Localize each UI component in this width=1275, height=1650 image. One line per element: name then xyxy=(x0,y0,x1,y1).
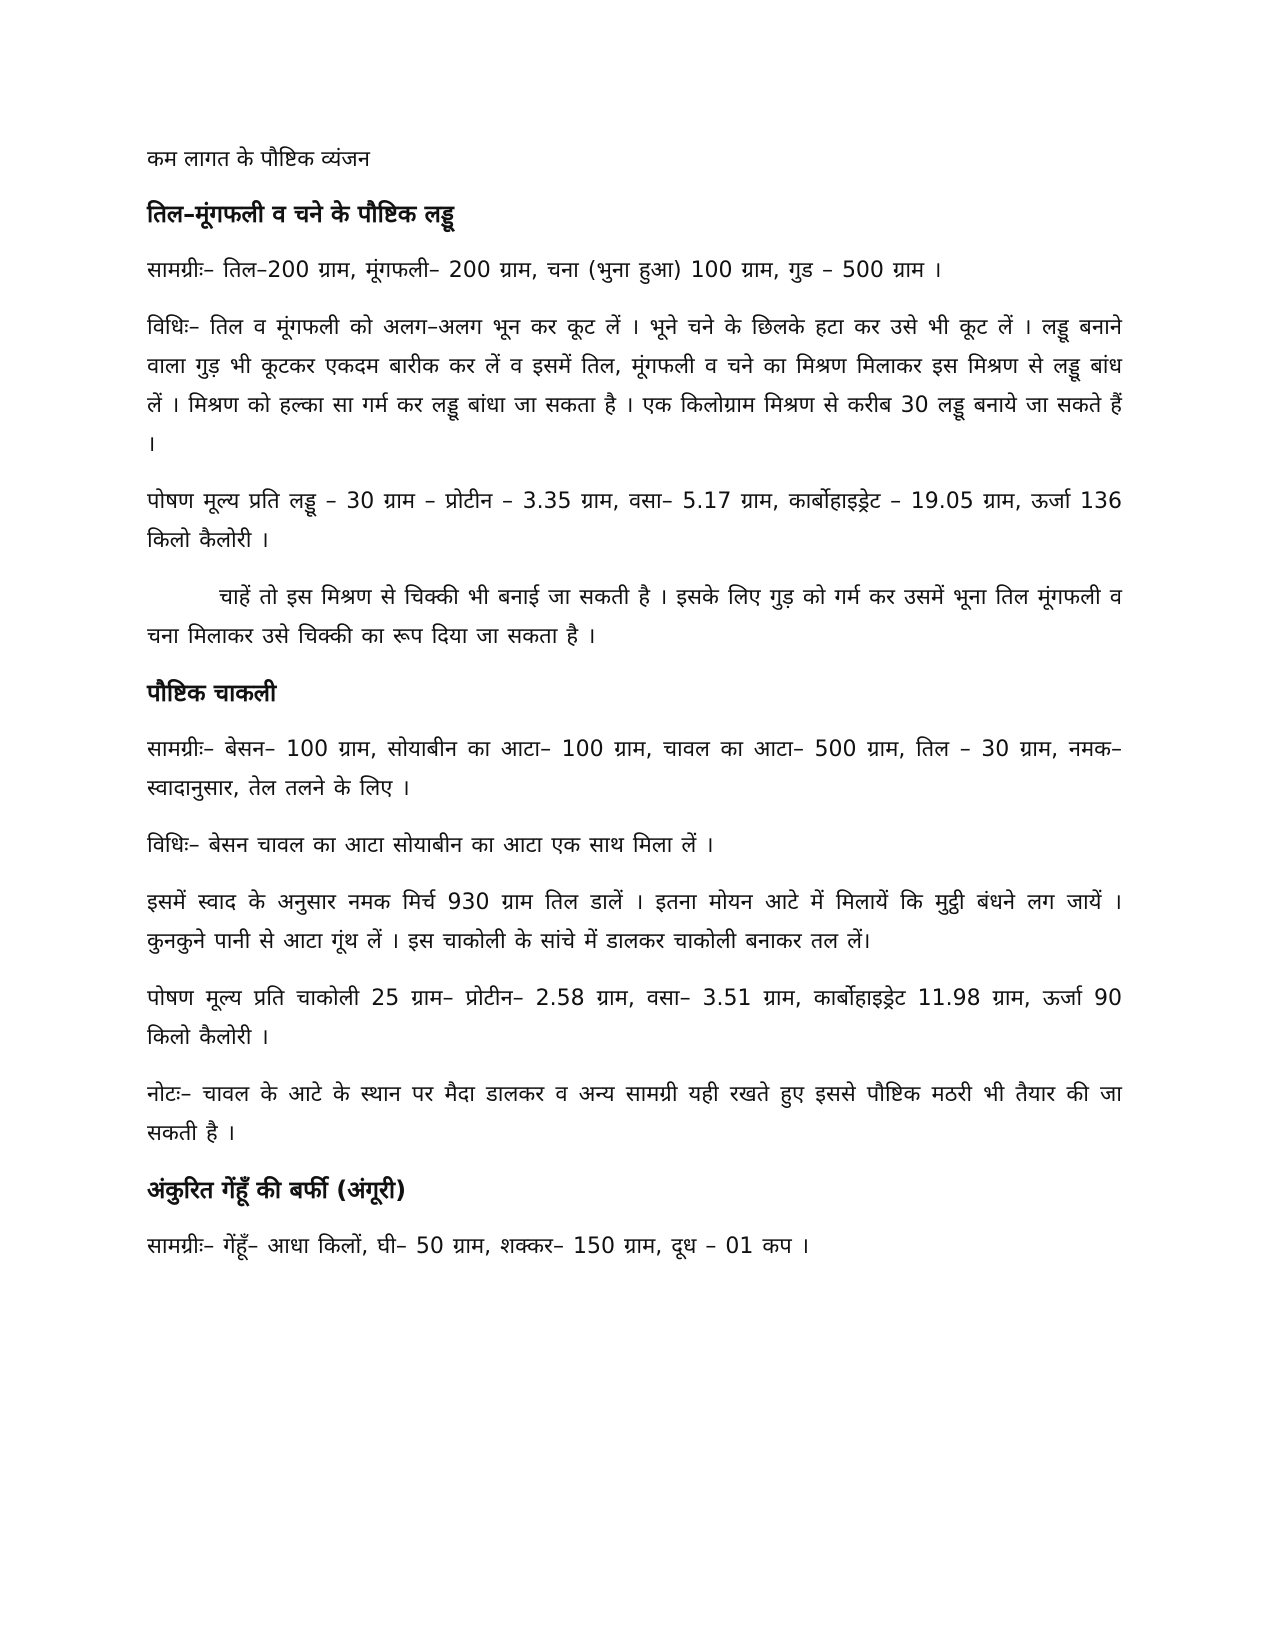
chakli-nutrition: पोषण मूल्य प्रति चाकोली 25 ग्राम– प्रोटीन– 2.58 ग्राम, वसा– 3.51 ग्राम, कार्बोहाइड्रेट 11.98 ग्राम, ऊर्जा 90 किलो कैलोरी । xyxy=(147,986,1122,1050)
laddoo-method: विधिः– तिल व मूंगफली को अलग–अलग भून कर कूट लें । भूने चने के छिलके हटा कर उसे भी कूट लें । लड्डू बनाने वाला गुड़ भी कूटकर एकदम बारीक कर लें व इसमें तिल, मूंगफली व चने का मिश्रण मिलाकर इस मिश्रण से लड्डू बांध लें । मिश्रण को हल्का सा गर्म कर लड्डू बांधा जा सकता है । एक किलोग्राम मिश्रण से करीब 30 लड्डू बनाये जा सकते हैं । xyxy=(147,315,1122,457)
chakli-method: विधिः– बेसन चावल का आटा सोयाबीन का आटा एक साथ मिला लें । xyxy=(147,833,714,858)
barfi-ingredients: सामग्रीः– गेंहूँ– आधा किलों, घी– 50 ग्राम, शक्कर– 150 ग्राम, दूध – 01 कप । xyxy=(147,1234,810,1259)
laddoo-note: चाहें तो इस मिश्रण से चिक्की भी बनाई जा सकती है । इसके लिए गुड़ को गर्म कर उसमें भूना तिल मूंगफली व चना मिलाकर उसे चिक्की का रूप दिया जा सकता है । xyxy=(147,585,1122,649)
section-heading-barfi: अंकुरित गेंहूँ की बर्फी (अंगूरी) xyxy=(147,1176,407,1204)
document-title: कम लागत के पौष्टिक व्यंजन xyxy=(147,147,370,172)
chakli-ingredients: सामग्रीः– बेसन– 100 ग्राम, सोयाबीन का आटा– 100 ग्राम, चावल का आटा– 500 ग्राम, तिल – 30 ग्राम, नमक– स्वादानुसार, तेल तलने के लिए । xyxy=(147,737,1122,801)
laddoo-ingredients: सामग्रीः– तिल–200 ग्राम, मूंगफली– 200 ग्राम, चना (भुना हुआ) 100 ग्राम, गुड – 500 ग्राम । xyxy=(147,258,942,283)
section-heading-chakli: पौष्टिक चाकली xyxy=(147,679,277,707)
section-heading-laddoo: तिल–मूंगफली व चने के पौष्टिक लड्डू xyxy=(147,200,454,228)
chakli-note: नोटः– चावल के आटे के स्थान पर मैदा डालकर व अन्य सामग्री यही रखते हुए इससे पौष्टिक मठरी भी तैयार की जा सकती है । xyxy=(147,1082,1122,1146)
laddoo-nutrition: पोषण मूल्य प्रति लड्डू – 30 ग्राम – प्रोटीन – 3.35 ग्राम, वसा– 5.17 ग्राम, कार्बोहाइड्रेट – 19.05 ग्राम, ऊर्जा 136 किलो कैलोरी । xyxy=(147,489,1122,553)
chakli-method-continued: इसमें स्वाद के अनुसार नमक मिर्च 930 ग्राम तिल डालें । इतना मोयन आटे में मिलायें कि मुट्ठी बंधने लग जायें । कुनकुने पानी से आटा गूंथ लें । इस चाकोली के सांचे में डालकर चाकोली बनाकर तल लें। xyxy=(147,890,1122,954)
document-page xyxy=(147,140,1122,1284)
